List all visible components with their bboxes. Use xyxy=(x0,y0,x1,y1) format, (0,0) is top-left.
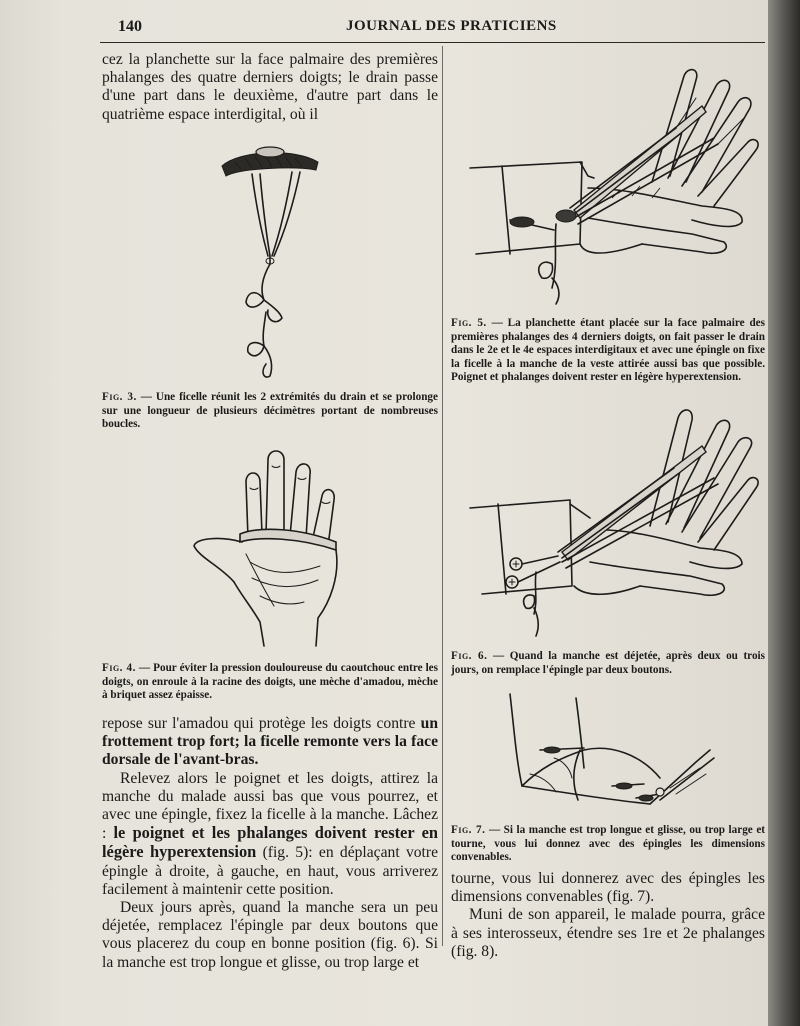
paragraph-3-bold: le poignet et les phalanges doivent rester en légère hyperextension xyxy=(102,823,438,862)
figure-6-text: — Quand la manche est déjetée, après deux ou trois jours, on remplace l'épingle par deux boutons. xyxy=(451,650,766,676)
paragraph-2-bold: un frottement trop fort; la ficelle remonte vers la face dorsale de l'avant-bras. xyxy=(102,715,438,769)
left-column-body xyxy=(102,715,438,972)
figure-7-caption xyxy=(451,824,765,865)
figure-3-label: Fig. 3. xyxy=(102,391,137,403)
book-spine-shadow xyxy=(768,0,800,1026)
figure-5-caption xyxy=(451,317,765,385)
figure-3-text: — Une ficelle réunit les 2 extrémités du drain et se prolonge sur une longueur de plusieurs décimètres portant de nombreuses boucles. xyxy=(102,391,438,431)
figure-5-label: Fig. 5. xyxy=(451,317,487,329)
figure-6-hand-with-buttons xyxy=(462,400,762,640)
figure-5-text: — La planchette étant placée sur la face palmaire des premières phalanges des 4 derniers doigts, on fait passer le drain dans le 2e et le 4e espaces interdigitaux et avec une épingle on fixe la ficelle à la manche de la veste attirée aussi bas que possible. Poignet et phalanges doivent rester en légère hyperextension. xyxy=(451,317,765,384)
figure-3-caption xyxy=(102,391,438,432)
right-paragraph-2: Muni de son appareil, le malade pourra, grâce à ses interosseux, étendre ses 1re et 2e phalanges (fig. 8). xyxy=(451,906,765,960)
paragraph-3-part-3: (fig. 5): en déplaçant votre épingle à droite, à gauche, en haut, vous arriverez facilement à maintenir cette position. xyxy=(102,844,438,898)
figure-4-text: — Pour éviter la pression douloureuse du caoutchouc entre les doigts, on enroule à la racine des doigts, une mèche d'amadou, mèche à briquet assez épaisse. xyxy=(102,662,438,702)
paragraph-3-part-1: Relevez alors le poignet et les doigts, attirez la manche du malade aussi bas que vous pourrez, et avec une épingle, fixez la ficelle à la manche. Lâchez : xyxy=(102,769,438,843)
figure-4-hand-with-amadou xyxy=(190,446,350,656)
page-number: 140 xyxy=(118,18,142,35)
paragraph-4: Deux jours après, quand la manche sera un peu déjetée, remplacez l'épingle par deux boutons que vous placerez du coup en bonne position (fig. 6). Si la manche est trop longue et glisse, ou trop large et xyxy=(102,899,438,971)
figure-6-label: Fig. 6. xyxy=(451,650,488,662)
journal-title: JOURNAL DES PRATICIENS xyxy=(346,18,557,34)
figure-4-caption xyxy=(102,662,438,703)
header-rule xyxy=(100,42,765,43)
figure-7-label: Fig. 7. xyxy=(451,824,486,836)
column-divider xyxy=(442,46,443,946)
paragraph-2-part-1: repose sur l'amadou qui protège les doigts contre xyxy=(102,715,421,732)
paragraph-intro: cez la planchette sur la face palmaire des premières phalanges des quatre derniers doigts; le drain passe d'une part dans le deuxième, d'autre part dans le quatrième espace interdigital, où il xyxy=(102,51,438,123)
figure-5-hand-with-pin xyxy=(462,58,762,308)
figure-4-label: Fig. 4. xyxy=(102,662,136,674)
left-column-paragraph-1 xyxy=(102,51,438,124)
figure-3-drain-with-cord xyxy=(200,140,340,390)
figure-6-caption xyxy=(451,650,765,677)
figure-7-sleeve-with-pins xyxy=(500,688,760,818)
right-column-body xyxy=(451,870,765,961)
right-paragraph-1: tourne, vous lui donnerez avec des épingles les dimensions convenables (fig. 7). xyxy=(451,870,765,906)
figure-7-text: — Si la manche est trop longue et glisse, ou trop large et tourne, vous lui donnez avec des épingles les dimensions convenables. xyxy=(451,824,766,864)
page-header xyxy=(0,12,768,42)
